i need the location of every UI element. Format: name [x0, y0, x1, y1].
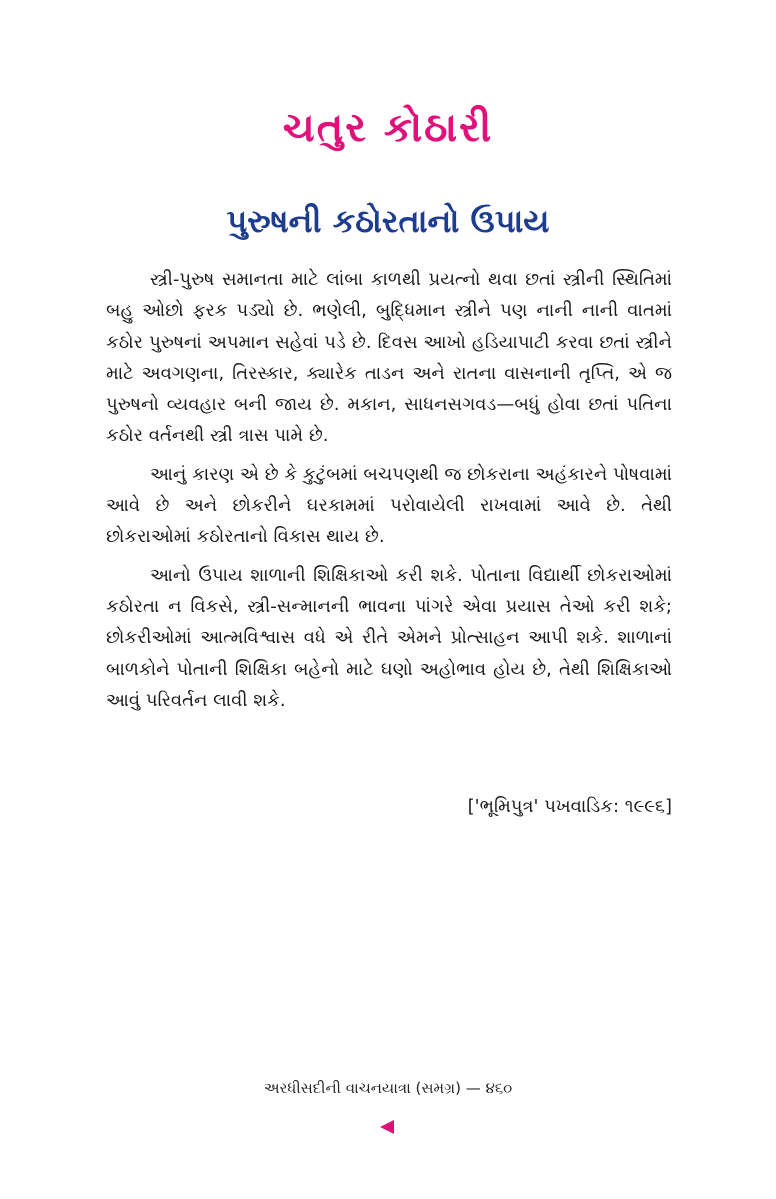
- article-title: પુરુષની કઠોરતાનો ઉપાય: [226, 202, 550, 240]
- article-paragraph: આનો ઉપાય શાળાની શિક્ષિકાઓ કરી શકે. પોતાના વિદ્યાર્થી છોકરાઓમાં કઠોરતા ન વિકસે, સ્ત્રી-સન્માનની ભાવના પાંગરે એવા પ્રયાસ તેઓ કરી શકે; છોકરીઓમાં આત્મવિશ્વાસ વધે એ રીતે એમને પ્રોત્સાહન આપી શકે. શાળાનાં બાળકોને પોતાની શિક્ષિકા બહેનો માટે ઘણો અહોભાવ હોય છે, તેથી શિક્ષિકાઓ આવું પરિવર્તન લાવી શકે.: [106, 564, 672, 711]
- article-paragraph: સ્ત્રી-પુરુષ સમાનતા માટે લાંબા કાળથી પ્રયત્નો થવા છતાં સ્ત્રીની સ્થિતિમાં બહુ ઓછો ફરક પડ્યો છે. ભણેલી, બુદ્ધિમાન સ્ત્રીને પણ નાની નાની વાતમાં કઠોર પુરુષનાં અપમાન સહેવાં પડે છે. દિવસ આખો હડિયાપાટી કરવા છતાં સ્ત્રીને માટે અવગણના, તિરસ્કાર, ક્યારેક તાડન અને રાતના વાસનાની તૃપ્તિ, એ જ પુરુષનો વ્યવહાર બની જાય છે. મકાન, સાધનસગવડ—બધું હોવા છતાં પતિના કઠોર વર્તનથી સ્ત્રી ત્રાસ પામે છે.: [106, 269, 672, 447]
- article-paragraph: આનું કારણ એ છે કે કુટુંબમાં બચપણથી જ છોકરાના અહંકારને પોષવામાં આવે છે અને છોકરીને ઘરકામમાં પરોવાયેલી રાખવામાં આવે છે. તેથી છોકરાઓમાં કઠોરતાનો વિકાસ થાય છે.: [106, 463, 672, 548]
- source-citation: ['ભૂમિપુત્ર' પખવાડિક: ૧૯૯૬]: [467, 796, 672, 817]
- article-body: [106, 264, 672, 723]
- author-name: ચતુર કોઠારી: [282, 105, 494, 151]
- previous-page-arrow-icon[interactable]: [380, 1120, 394, 1134]
- page-footer: અરધીસદીની વાચનયાત્રા (સમગ્ર) — ૪૬૦: [263, 1079, 513, 1097]
